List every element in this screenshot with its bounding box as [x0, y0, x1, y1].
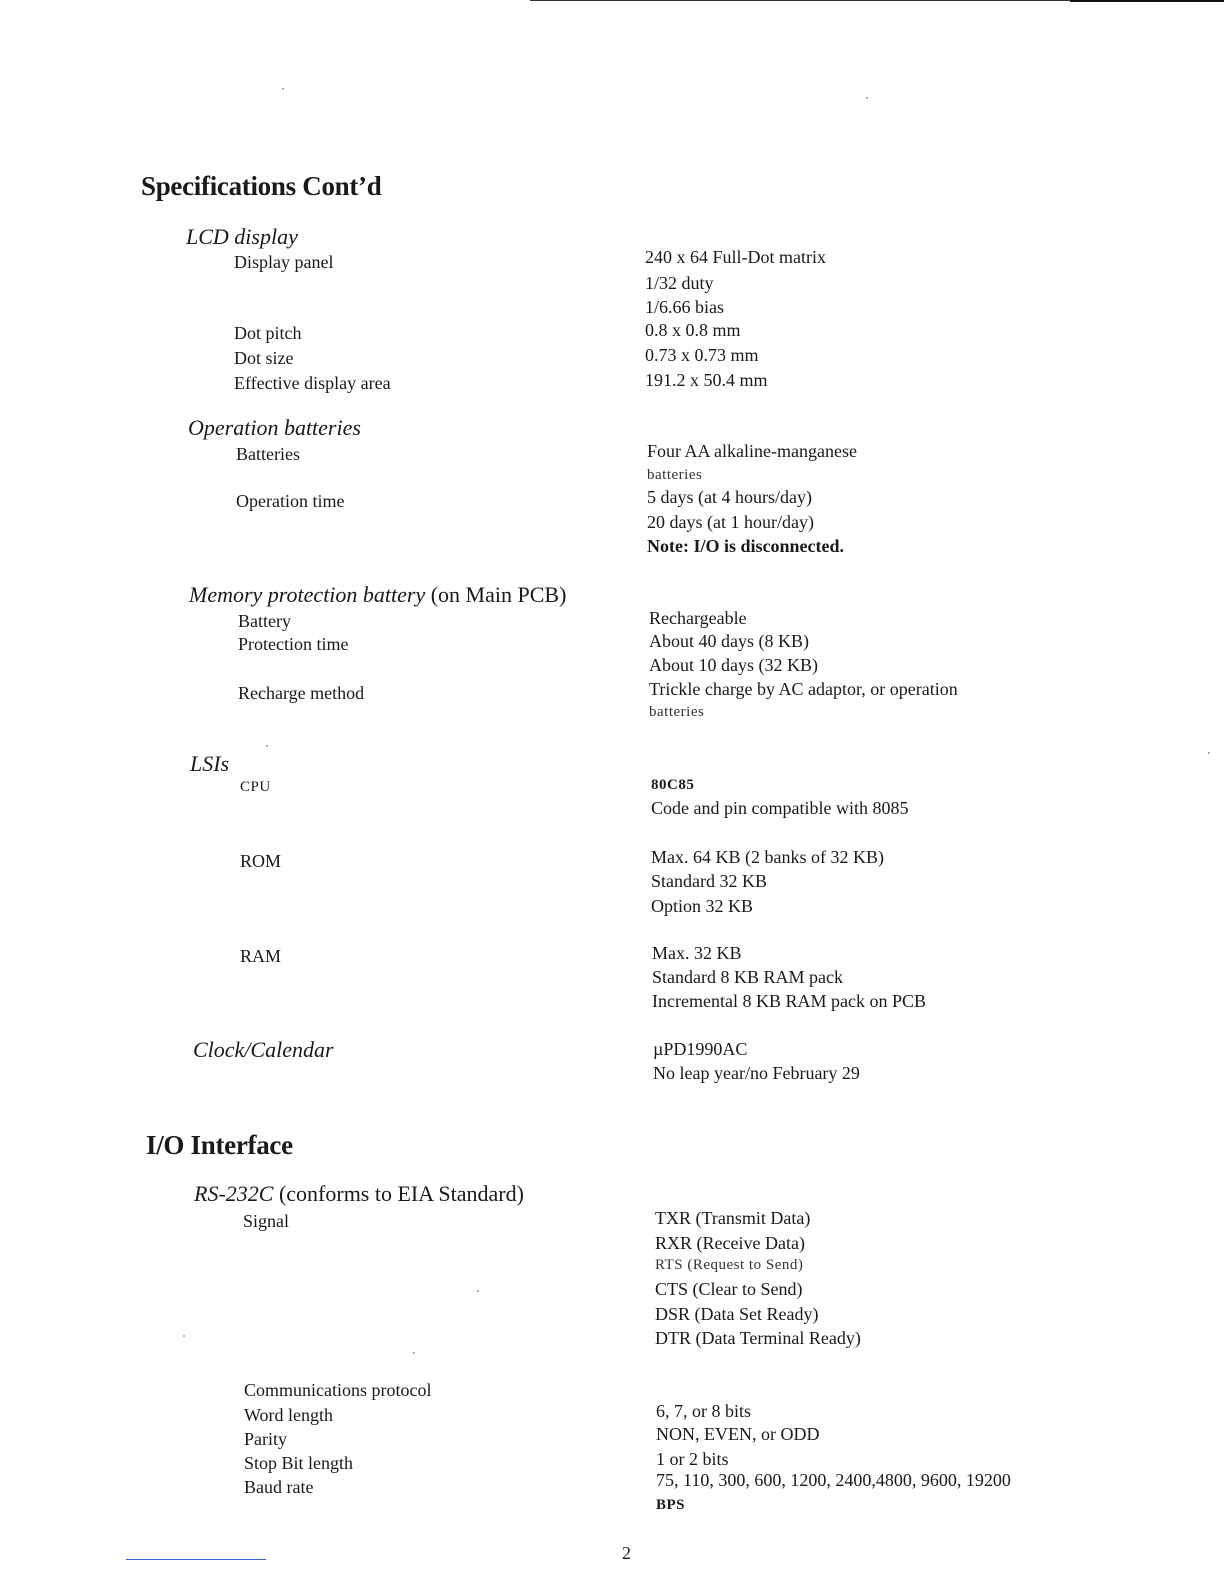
- value-stop-bit-length: 1 or 2 bits: [656, 1449, 729, 1469]
- value-clock-2: No leap year/no February 29: [653, 1063, 860, 1083]
- scan-speck: [477, 1290, 479, 1292]
- value-baud-rate-2: BPS: [656, 1497, 686, 1513]
- value-batteries-2: batteries: [647, 467, 703, 483]
- label-signal: Signal: [243, 1211, 290, 1231]
- value-parity: NON, EVEN, or ODD: [656, 1424, 820, 1444]
- value-rom-2: Standard 32 KB: [651, 871, 767, 891]
- heading-rs232c-text: RS-232C: [194, 1181, 274, 1206]
- label-word-length: Word length: [244, 1405, 334, 1425]
- label-dot-size: Dot size: [234, 348, 294, 368]
- label-battery: Battery: [238, 611, 291, 631]
- value-signal-6: DTR (Data Terminal Ready): [655, 1328, 861, 1348]
- scan-top-line-thick: [1070, 0, 1224, 2]
- value-signal-2: RXR (Receive Data): [655, 1233, 805, 1253]
- label-display-panel: Display panel: [234, 252, 334, 272]
- label-effective-display-area: Effective display area: [234, 373, 391, 393]
- value-ram-3: Incremental 8 KB RAM pack on PCB: [652, 991, 926, 1011]
- value-display-panel-3: 1/6.66 bias: [645, 297, 724, 317]
- label-baud-rate: Baud rate: [244, 1477, 314, 1497]
- label-stop-bit-length: Stop Bit length: [244, 1453, 354, 1473]
- value-rom-3: Option 32 KB: [651, 896, 754, 916]
- value-signal-3: RTS (Request to Send): [655, 1257, 804, 1273]
- value-signal-1: TXR (Transmit Data): [655, 1208, 811, 1228]
- heading-rs232c-suffix: (conforms to EIA Standard): [278, 1181, 524, 1206]
- value-recharge-method-2: batteries: [649, 704, 705, 720]
- value-operation-time-2: 20 days (at 1 hour/day): [647, 512, 814, 532]
- label-ram: RAM: [240, 946, 282, 966]
- value-batteries-1: Four AA alkaline-manganese: [647, 441, 857, 461]
- heading-lcd-display: LCD display: [186, 224, 298, 249]
- section-title-io-interface: I/O Interface: [146, 1130, 293, 1160]
- footer-rule: [126, 1559, 266, 1560]
- label-protection-time: Protection time: [238, 634, 349, 654]
- scan-speck: [183, 1335, 185, 1337]
- heading-memory-suffix: (on Main PCB): [430, 582, 567, 607]
- scan-speck: [282, 88, 284, 90]
- value-ram-2: Standard 8 KB RAM pack: [652, 967, 843, 987]
- value-recharge-method-1: Trickle charge by AC adaptor, or operation: [649, 679, 958, 699]
- value-rom-1: Max. 64 KB (2 banks of 32 KB): [651, 847, 884, 867]
- value-effective-display-area: 191.2 x 50.4 mm: [645, 370, 768, 390]
- page-number: 2: [622, 1543, 631, 1563]
- scan-speck: [866, 97, 868, 99]
- value-baud-rate-1: 75, 110, 300, 600, 1200, 2400,4800, 9600, 19200: [656, 1470, 1011, 1490]
- value-battery: Rechargeable: [649, 608, 747, 628]
- heading-operation-batteries: Operation batteries: [188, 415, 361, 440]
- label-dot-pitch: Dot pitch: [234, 323, 302, 343]
- value-cpu-2: Code and pin compatible with 8085: [651, 798, 909, 818]
- value-protection-time-1: About 40 days (8 KB): [649, 631, 809, 651]
- section-title-specifications: Specifications Cont’d: [141, 171, 382, 201]
- value-cpu-1: 80C85: [651, 777, 695, 793]
- label-operation-time: Operation time: [236, 491, 345, 511]
- label-parity: Parity: [244, 1429, 287, 1449]
- label-communications-protocol: Communications protocol: [244, 1380, 432, 1400]
- value-operation-time-1: 5 days (at 4 hours/day): [647, 487, 812, 507]
- value-ram-1: Max. 32 KB: [652, 943, 742, 963]
- label-recharge-method: Recharge method: [238, 683, 365, 703]
- value-display-panel-2: 1/32 duty: [645, 273, 714, 293]
- heading-memory-protection-battery: [189, 582, 566, 608]
- scan-speck: [266, 745, 268, 747]
- value-signal-4: CTS (Clear to Send): [655, 1279, 803, 1299]
- value-protection-time-2: About 10 days (32 KB): [649, 655, 818, 675]
- value-clock-1: µPD1990AC: [653, 1039, 748, 1059]
- label-batteries: Batteries: [236, 444, 300, 464]
- value-dot-size: 0.73 x 0.73 mm: [645, 345, 759, 365]
- value-dot-pitch: 0.8 x 0.8 mm: [645, 320, 741, 340]
- heading-memory-text: Memory protection battery: [189, 582, 426, 607]
- value-word-length: 6, 7, or 8 bits: [656, 1401, 752, 1421]
- value-operation-note: Note: I/O is disconnected.: [647, 536, 844, 556]
- value-signal-5: DSR (Data Set Ready): [655, 1304, 819, 1324]
- scan-speck: [413, 1352, 415, 1354]
- label-rom: ROM: [240, 851, 282, 871]
- heading-rs232c: [194, 1181, 524, 1207]
- heading-clock-calendar: Clock/Calendar: [193, 1037, 334, 1062]
- scan-speck: [1208, 752, 1210, 754]
- value-display-panel-1: 240 x 64 Full-Dot matrix: [645, 247, 826, 267]
- label-cpu: CPU: [240, 779, 271, 795]
- heading-lsis: LSIs: [190, 751, 230, 776]
